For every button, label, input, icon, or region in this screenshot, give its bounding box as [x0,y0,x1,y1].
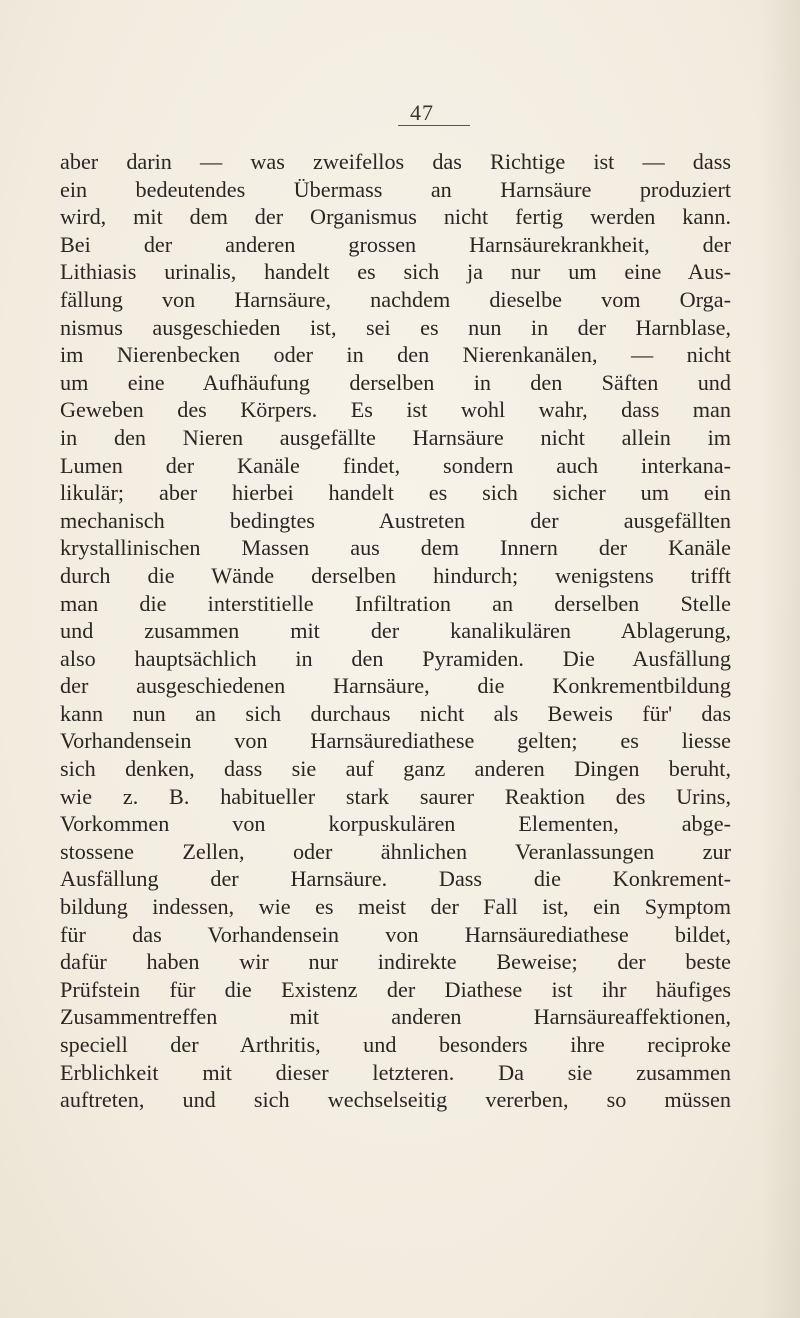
text-line: und zusammen mit der kanalikulären Ablagerung, [60,618,731,644]
text-line: dafür haben wir nur indirekte Beweise; der beste [60,949,731,975]
text-line: Zusammentreffen mit anderen Harnsäureaffektionen, [60,1004,731,1030]
text-line: mechanisch bedingtes Austreten der ausgefällten [60,507,731,533]
text-line: aber darin — was zweifellos das Richtige ist — dass [60,149,731,174]
text-line: fällung von Harnsäure, nachdem dieselbe vom Orga- [60,286,731,312]
page-number: 47 [398,101,470,126]
text-line: im Nierenbecken oder in den Nierenkanälen, — nicht [60,342,731,368]
text-line: Erblichkeit mit dieser letzteren. Da sie zusammen [60,1059,731,1085]
text-line: Geweben des Körpers. Es ist wohl wahr, dass man [60,397,731,423]
text-line: Lithiasis urinalis, handelt es sich ja nur um eine Aus- [60,259,731,285]
text-line: speciell der Arthritis, und besonders ihre reciproke [60,1032,731,1057]
text-line: Lumen der Kanäle findet, sondern auch interkana- [60,452,731,478]
text-line: Prüfstein für die Existenz der Diathese ist ihr häufiges [60,976,731,1002]
text-line: sich denken, dass sie auf ganz anderen Dingen beruht, [60,756,731,782]
text-line: wie z. B. habitueller stark saurer Reaktion des Urins, [60,783,731,809]
text-line: also hauptsächlich in den Pyramiden. Die Ausfällung [60,645,731,671]
text-line: stossene Zellen, oder ähnlichen Veranlassungen zur [60,838,731,864]
text-line: kann nun an sich durchaus nicht als Beweis für' das [60,700,731,726]
text-line: wird, mit dem der Organismus nicht fertig werden kann. [60,204,731,230]
text-line: ein bedeutendes Übermass an Harnsäure produziert [60,176,731,202]
text-line: um eine Aufhäufung derselben in den Säften und [60,369,731,395]
text-line: für das Vorhandensein von Harnsäurediathese bildet, [60,921,731,947]
text-line: Ausfällung der Harnsäure. Dass die Konkrement- [60,866,731,892]
text-line: auftreten, und sich wechselseitig vererben, so müssen [60,1087,731,1113]
text-line: nismus ausgeschieden ist, sei es nun in der Harnblase, [60,314,731,340]
text-line: Bei der anderen grossen Harnsäurekrankheit, der [60,231,731,257]
text-line: durch die Wände derselben hindurch; wenigstens trifft [60,562,731,588]
text-line: Vorkommen von korpuskulären Elementen, abge- [60,811,731,837]
text-line: der ausgeschiedenen Harnsäure, die Konkrementbildung [60,673,731,699]
page-edge-shadow [760,0,800,1318]
text-line: man die interstitielle Infiltration an derselben Stelle [60,590,731,616]
text-line: in den Nieren ausgefällte Harnsäure nicht allein im [60,424,731,450]
text-line: bildung indessen, wie es meist der Fall ist, ein Symptom [60,894,731,920]
text-line: likulär; aber hierbei handelt es sich sicher um ein [60,480,731,506]
body-text [60,148,731,1114]
text-line: Vorhandensein von Harnsäurediathese gelten; es liesse [60,728,731,754]
text-line: krystallinischen Massen aus dem Innern der Kanäle [60,535,731,561]
